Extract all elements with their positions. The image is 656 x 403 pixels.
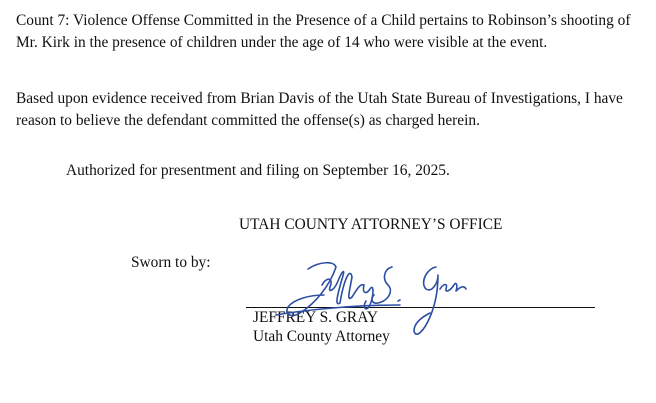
signature-stroke-j bbox=[287, 263, 336, 316]
signer-title: Utah County Attorney bbox=[253, 328, 390, 345]
signature-stroke-effrey bbox=[322, 272, 373, 309]
office-heading: UTAH COUNTY ATTORNEY’S OFFICE bbox=[239, 216, 503, 233]
signature-stroke-gray bbox=[414, 267, 438, 334]
signature-stroke-ay bbox=[440, 283, 466, 291]
sworn-to-label: Sworn to by: bbox=[131, 254, 211, 271]
signature-stroke-flourish bbox=[276, 305, 400, 315]
evidence-paragraph: Based upon evidence received from Brian Davis of the Utah State Bureau of Investigations, I have reason to believe the defendant committed the offense(s) as charged herein. bbox=[16, 90, 623, 129]
authorization-line: Authorized for presentment and filing on September 16, 2025. bbox=[66, 162, 450, 179]
signature-stroke-s bbox=[372, 267, 392, 303]
count-7-paragraph: Count 7: Violence Offense Committed in the Presence of a Child pertains to Robinson’s shooting of Mr. Kirk in the presence of children under the age of 14 who were visible at the event. bbox=[16, 12, 631, 51]
signer-name: JEFFREY S. GRAY bbox=[253, 309, 379, 326]
signature-stroke-dot bbox=[398, 300, 400, 301]
handwritten-signature bbox=[270, 255, 470, 347]
